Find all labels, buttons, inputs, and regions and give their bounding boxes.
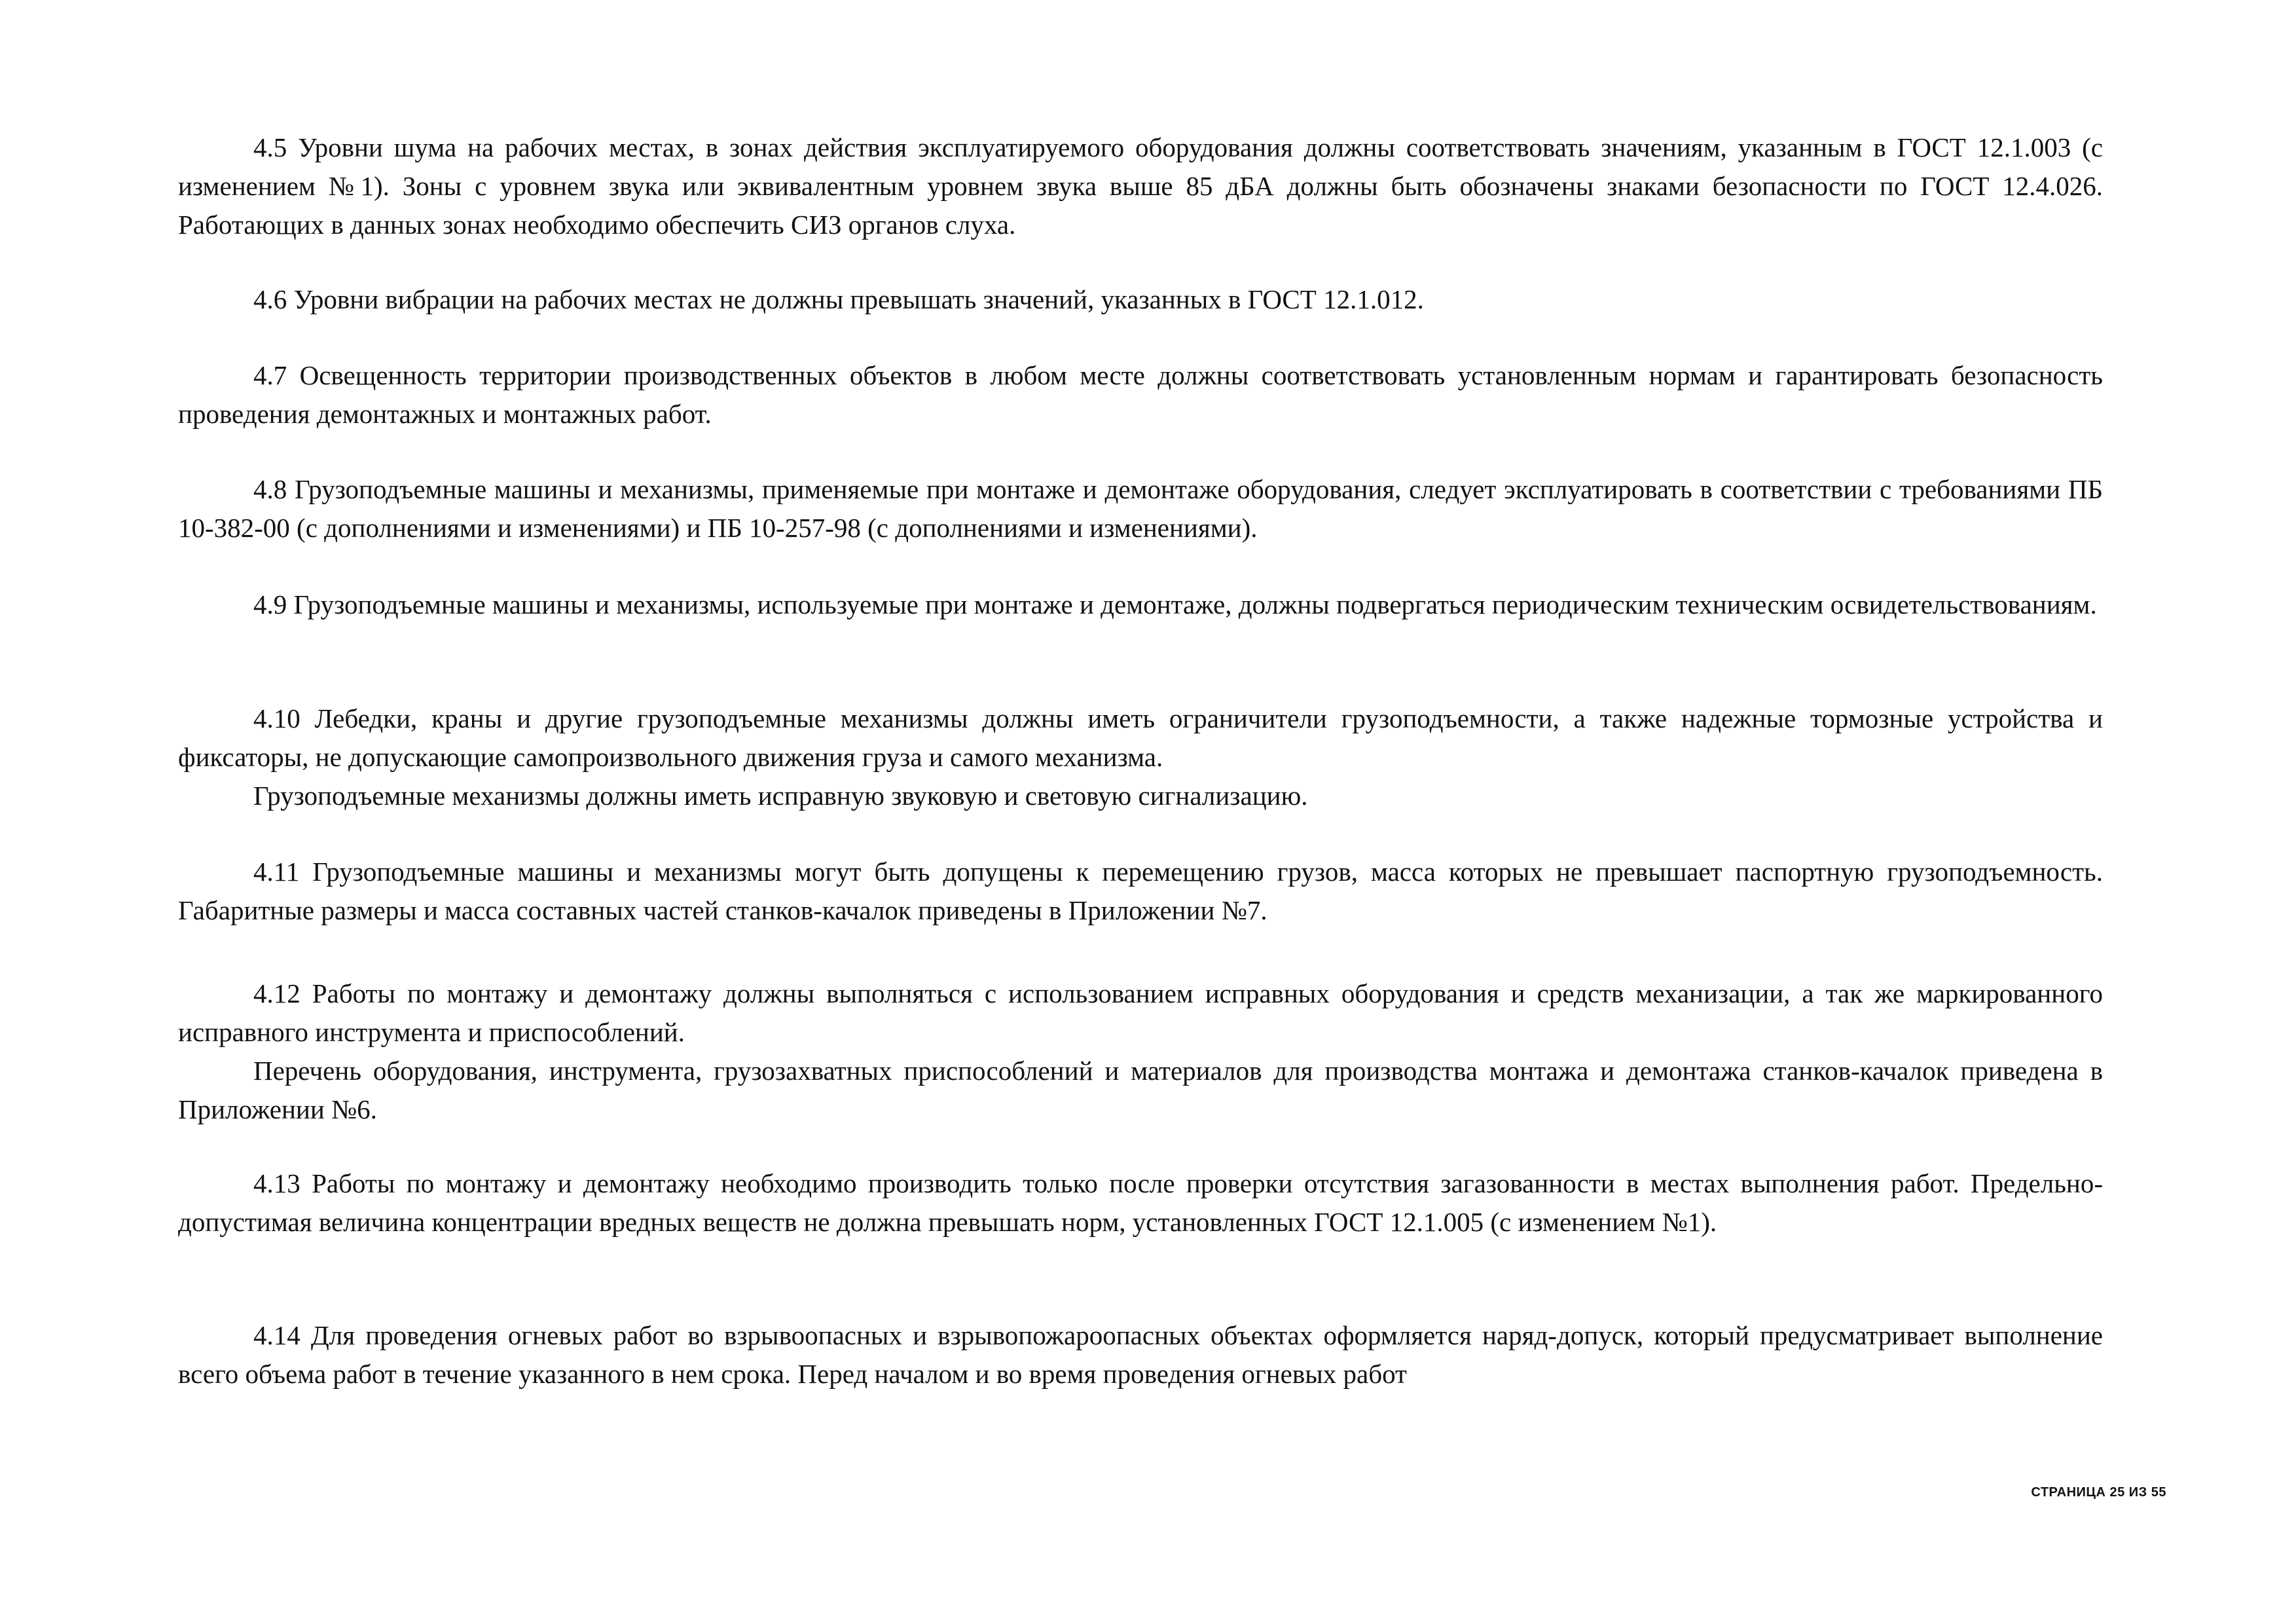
paragraph-4-11 bbox=[178, 853, 2103, 930]
paragraph-4-8 bbox=[178, 470, 2103, 547]
paragraph-4-10 bbox=[178, 699, 2103, 815]
paragraph-4-7 bbox=[178, 356, 2103, 434]
paragraph-4-14 bbox=[178, 1316, 2103, 1393]
paragraph-4-13-text: 4.13 Работы по монтажу и демонтажу необходимо производить только после проверки отсутствия загазованности в местах выполнения работ. Предельно-допустимая величина концентрации вредных веществ не должна превышать норм, установленных ГОСТ 12.1.005 (с изменением №1). bbox=[178, 1168, 2103, 1237]
paragraph-4-9 bbox=[178, 585, 2103, 624]
paragraph-4-10-text: 4.10 Лебедки, краны и другие грузоподъемные механизмы должны иметь ограничители грузоподъемности, а также надежные тормозные устройства и фиксаторы, не допускающие самопроизвольного движения груза и самого механизма. bbox=[178, 703, 2103, 772]
paragraph-4-12-text-2: Перечень оборудования, инструмента, грузозахватных приспособлений и материалов для производства монтажа и демонтажа станков-качалок приведена в Приложении №6. bbox=[178, 1056, 2103, 1124]
page-number-label: СТРАНИЦА 25 ИЗ 55 bbox=[2031, 1485, 2166, 1500]
paragraph-4-9-text: 4.9 Грузоподъемные машины и механизмы, используемые при монтаже и демонтаже, должны подвергаться периодическим техническим освидетельствованиям. bbox=[253, 589, 2097, 619]
paragraph-4-6-text: 4.6 Уровни вибрации на рабочих местах не должны превышать значений, указанных в ГОСТ 12.1.012. bbox=[253, 284, 1424, 314]
paragraph-4-13 bbox=[178, 1164, 2103, 1242]
paragraph-4-12 bbox=[178, 974, 2103, 1129]
paragraph-4-10-text-2: Грузоподъемные механизмы должны иметь исправную звуковую и световую сигнализацию. bbox=[253, 781, 1308, 811]
paragraph-4-5 bbox=[178, 128, 2103, 244]
paragraph-4-6 bbox=[178, 280, 2103, 319]
paragraph-4-14-text: 4.14 Для проведения огневых работ во взрывоопасных и взрывопожароопасных объектах оформляется наряд-допуск, который предусматривает выполнение всего объема работ в течение указанного в нем срока. Перед началом и во время проведения огневых работ bbox=[178, 1320, 2103, 1389]
paragraph-4-11-text: 4.11 Грузоподъемные машины и механизмы могут быть допущены к перемещению грузов, масса которых не превышает паспортную грузоподъемность. Габаритные размеры и масса составных частей станков-качалок приведены в Приложении №7. bbox=[178, 857, 2103, 925]
paragraph-4-8-text: 4.8 Грузоподъемные машины и механизмы, применяемые при монтаже и демонтаже оборудования, следует эксплуатировать в соответствии с требованиями ПБ 10-382-00 (с дополнениями и изменениями) и ПБ 10-257-98 (с дополнениями и изменениями). bbox=[178, 474, 2103, 543]
paragraph-4-7-text: 4.7 Освещенность территории производственных объектов в любом месте должны соответствовать установленным нормам и гарантировать безопасность проведения демонтажных и монтажных работ. bbox=[178, 360, 2103, 429]
paragraph-4-12-text: 4.12 Работы по монтажу и демонтажу должны выполняться с использованием исправных оборудования и средств механизации, а так же маркированного исправного инструмента и приспособлений. bbox=[178, 978, 2103, 1047]
paragraph-4-5-text: 4.5 Уровни шума на рабочих местах, в зонах действия эксплуатируемого оборудования должны соответствовать значениям, указанным в ГОСТ 12.1.003 (с изменением №1). Зоны с уровнем звука или эквивалентным уровнем звука выше 85 дБА должны быть обозначены знаками безопасности по ГОСТ 12.4.026. Работающих в данных зонах необходимо обеспечить СИЗ органов слуха. bbox=[178, 132, 2103, 240]
